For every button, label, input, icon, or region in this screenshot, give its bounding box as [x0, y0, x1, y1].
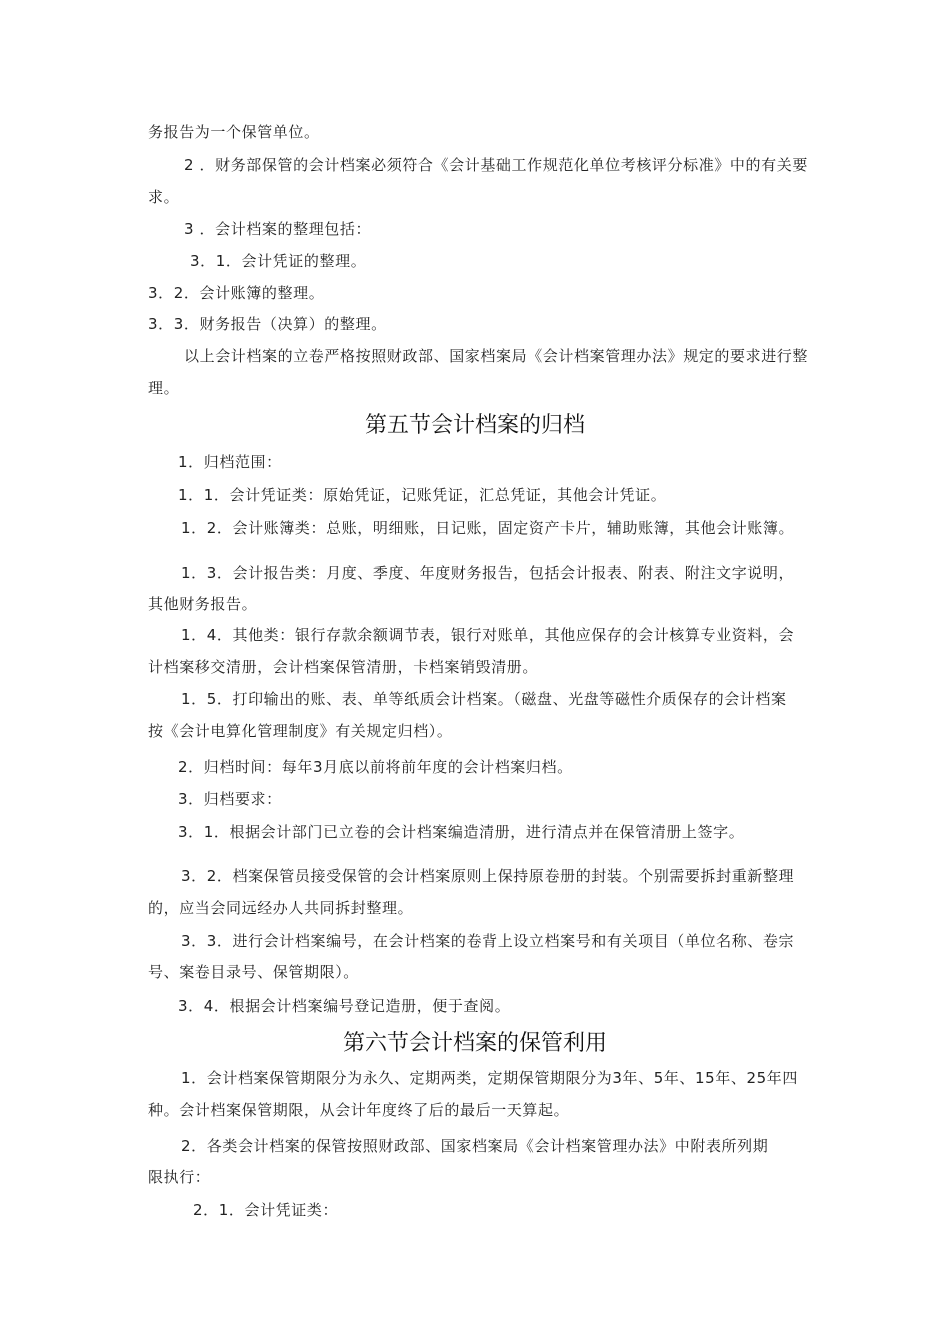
- text-line: 务报告为一个保管单位。: [148, 123, 320, 141]
- paragraph-line: 按《会计电算化管理制度》有关规定归档）。: [148, 722, 453, 740]
- paragraph-line: 种。会计档案保管期限，从会计年度终了后的最后一天算起。: [148, 1101, 570, 1119]
- list-item-3-3: 3．3．进行会计档案编号，在会计档案的卷背上设立档案号和有关项目（单位名称、卷宗: [181, 932, 795, 950]
- list-item-1-4: 1．4．其他类：银行存款余额调节表，银行对账单，其他应保存的会计核算专业资料，会: [181, 626, 795, 644]
- paragraph-line: 计档案移交清册，会计档案保管清册，卡档案销毁清册。: [148, 658, 539, 676]
- list-item-2: 2．各类会计档案的保管按照财政部、国家档案局《会计档案管理办法》中附表所列期: [181, 1137, 769, 1155]
- paragraph-line: 限执行：: [148, 1168, 211, 1186]
- list-item-2: 2．归档时间：每年3月底以前将前年度的会计档案归档。: [178, 758, 573, 776]
- list-item-1-2: 1．2．会计账簿类：总账，明细账，日记账，固定资产卡片，辅助账簿，其他会计账簿。: [181, 519, 795, 537]
- section-heading: 第五节会计档案的归档: [364, 413, 585, 438]
- list-item-3-3: 3．3．财务报告（决算）的整理。: [148, 315, 387, 333]
- list-item-1: 1．会计档案保管期限分为永久、定期两类，定期保管期限分为3年、5年、15年、25年四: [181, 1069, 799, 1087]
- text-line: 求。: [148, 188, 180, 206]
- paragraph-line: 号、案卷目录号、保管期限）。: [148, 963, 359, 981]
- list-item-3-2: 3．2．会计账簿的整理。: [148, 284, 325, 302]
- list-item-3-1: 3．1．根据会计部门已立卷的会计档案编造清册，进行清点并在保管清册上签字。: [178, 823, 745, 841]
- paragraph-line: 以上会计档案的立卷严格按照财政部、国家档案局《会计档案管理办法》规定的要求进行整: [184, 347, 809, 365]
- list-item-1-1: 1．1．会计凭证类：原始凭证，记账凭证，汇总凭证，其他会计凭证。: [178, 486, 667, 504]
- list-item-3: 3．归档要求：: [178, 790, 282, 808]
- paragraph-line: 其他财务报告。: [148, 595, 258, 613]
- list-item-1: 1．归档范围：: [178, 453, 282, 471]
- list-item-1-5: 1．5．打印输出的账、表、单等纸质会计档案。（磁盘、光盘等磁性介质保存的会计档案: [181, 690, 787, 708]
- list-item-2: 2 ．财务部保管的会计档案必须符合《会计基础工作规范化单位考核评分标准》中的有关要: [184, 156, 808, 174]
- list-item-3: 3 ．会计档案的整理包括：: [184, 220, 372, 238]
- section-heading: 第六节会计档案的保管利用: [342, 1031, 607, 1056]
- list-item-3-2: 3．2．档案保管员接受保管的会计档案原则上保持原卷册的封装。个别需要拆封重新整理: [181, 867, 795, 885]
- list-item-1-3: 1．3．会计报告类：月度、季度、年度财务报告，包括会计报表、附表、附注文字说明，: [181, 564, 795, 582]
- paragraph-line: 的，应当会同远经办人共同拆封整理。: [148, 899, 414, 917]
- list-item-2-1: 2．1．会计凭证类：: [193, 1201, 339, 1219]
- list-item-3-4: 3．4．根据会计档案编号登记造册，便于查阅。: [178, 997, 511, 1015]
- paragraph-line: 理。: [148, 379, 180, 397]
- list-item-3-1: 3．1．会计凭证的整理。: [190, 252, 367, 270]
